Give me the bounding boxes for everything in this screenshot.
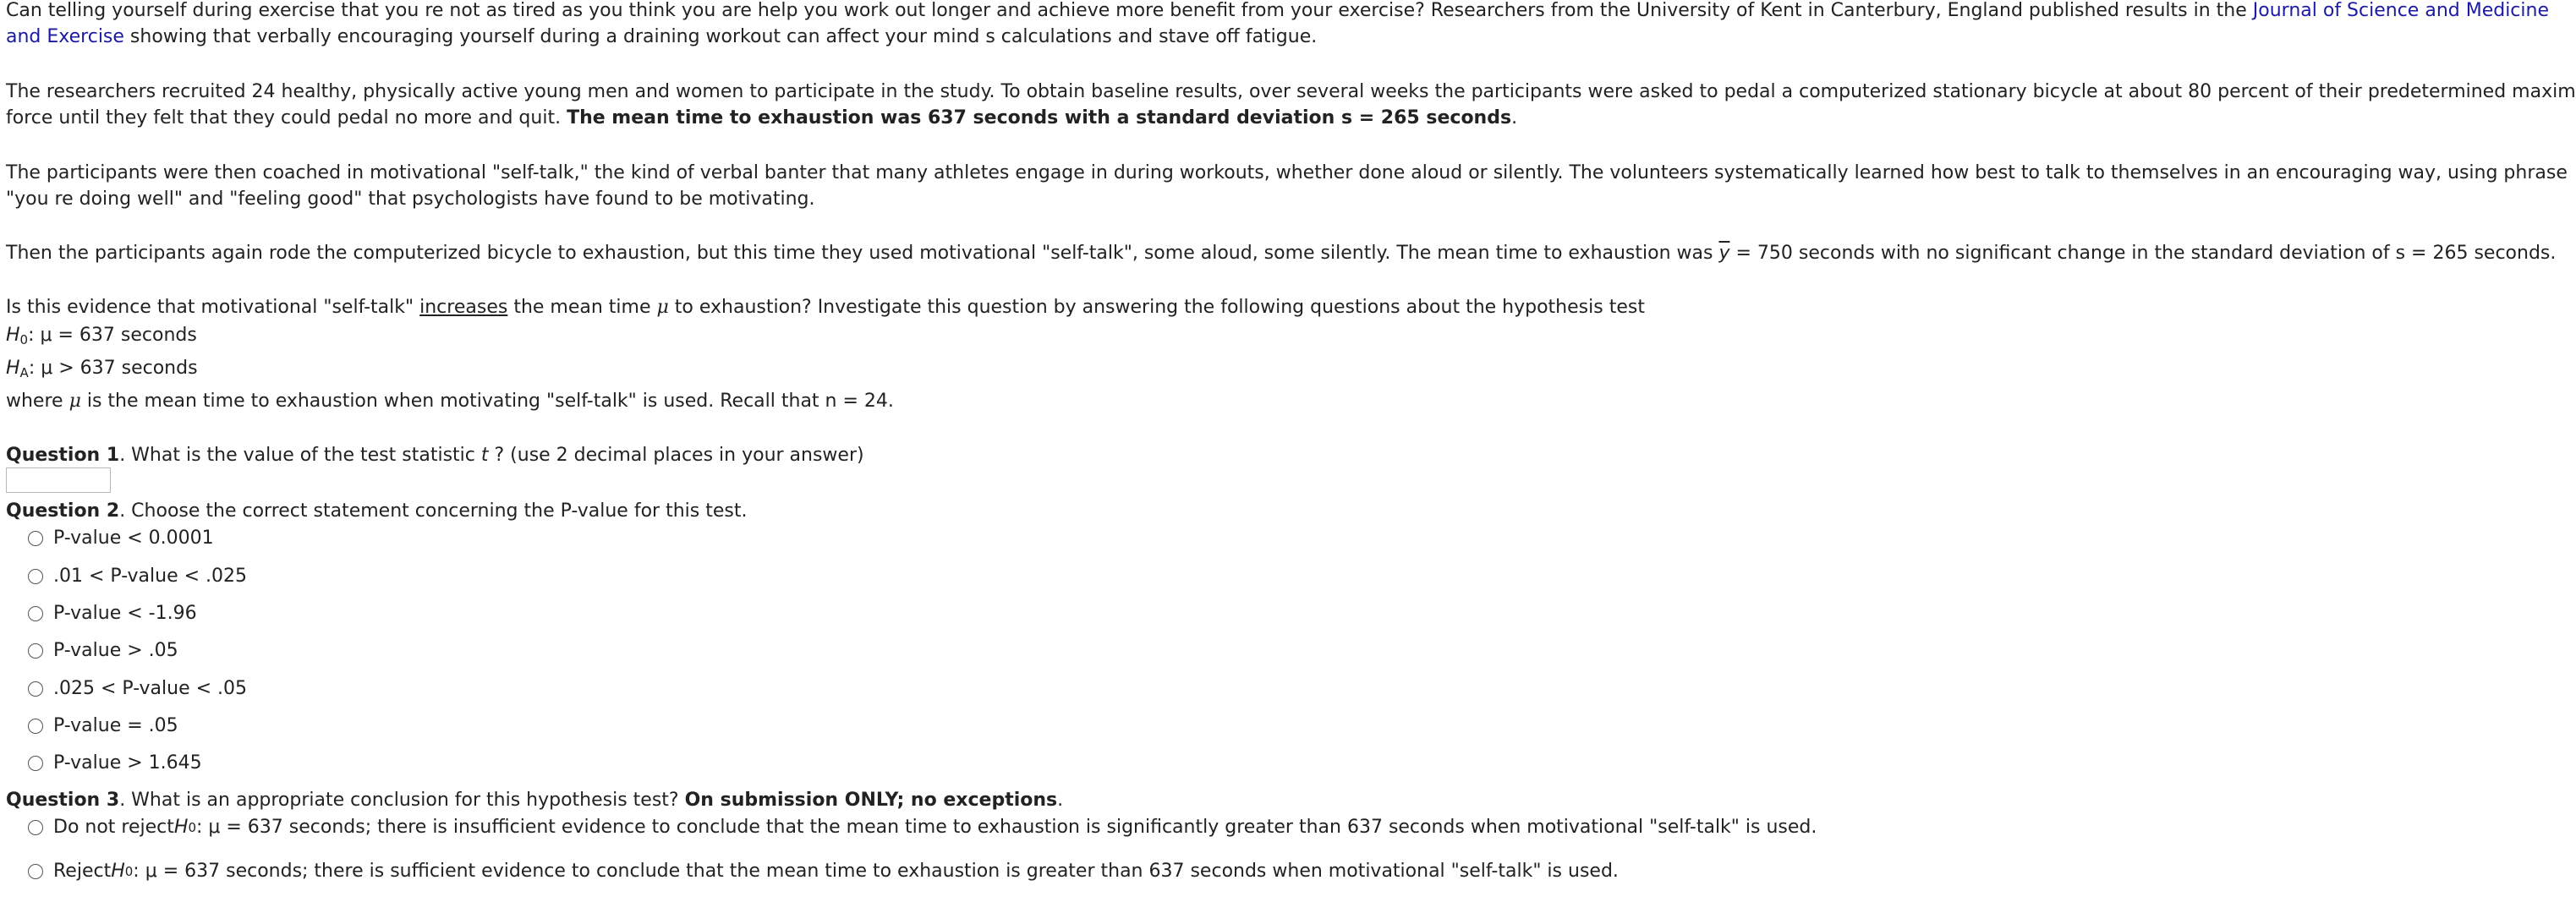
question-intro-text-2: the mean time <box>507 297 657 318</box>
question-2-text: . Choose the correct statement concerning the P-value for this test. <box>119 500 748 522</box>
question-3-period: . <box>1057 790 1064 811</box>
option-text: Reject <box>53 861 112 882</box>
question-2 <box>6 498 747 524</box>
coaching-line-2: "you re doing well" and "feeling good" that psychologists have found to be motivating. <box>6 189 815 210</box>
conclusion-option-2[interactable]: Reject H 0 : μ = 637 seconds; there is sufficient evidence to conclude that the mean time to exhaustion is greater than 637 seconds when motivational "self-talk" is used. <box>28 858 1619 884</box>
where-mu-symbol: μ <box>69 391 81 412</box>
pvalue-option-1[interactable] <box>28 525 214 551</box>
pvalue-option-5[interactable] <box>28 675 247 702</box>
intro-line-1 <box>6 0 2549 24</box>
intro-line-2 <box>6 24 1317 50</box>
option-text: Do not reject <box>53 817 174 838</box>
question-intro <box>6 294 1645 320</box>
alternative-hypothesis <box>6 355 198 381</box>
ha-statement: : μ > 637 seconds <box>28 358 198 379</box>
option-label: P-value < 0.0001 <box>53 528 214 549</box>
radio-button[interactable] <box>28 719 43 734</box>
journal-link-continued[interactable]: and Exercise <box>6 26 124 47</box>
increases-underlined: increases <box>419 297 508 318</box>
pvalue-option-2[interactable] <box>28 563 247 589</box>
radio-button[interactable] <box>28 606 43 621</box>
retest-text: Then the participants again rode the computerized bicycle to exhaustion, but this time they used motivational "self-talk", some aloud, some silently. The mean time to exhaustion was <box>6 243 1719 264</box>
option-text-2: : μ = 637 seconds; there is sufficient evidence to conclude that the mean time to exhaustion is greater than 637 seconds when motivational "self-talk" is used. <box>133 861 1619 882</box>
researchers-line-1: The researchers recruited 24 healthy, physically active young men and women to participate in the study. To obtain baseline results, over several weeks the participants were asked to pedal a computerized stationary bicycle at about 80 percent of their predetermined maxim <box>6 81 2576 102</box>
option-text-2: : μ = 637 seconds; there is insufficient evidence to conclude that the mean time to exhaustion is significantly greater than 637 seconds when motivational "self-talk" is used. <box>195 817 1817 838</box>
intro-text: Can telling yourself during exercise that you re not as tired as you think you are help you work out longer and achieve more benefit from your exercise? Researchers from the University of Kent in Canterbury, England published results in the <box>6 0 2253 21</box>
ha-label: H <box>6 358 20 379</box>
radio-button[interactable] <box>28 820 43 835</box>
where-text-2: is the mean time to exhaustion when motivating "self-talk" is used. Recall that n = 24. <box>80 391 894 412</box>
question-2-label: Question 2 <box>6 500 120 522</box>
h-label: H <box>111 861 125 882</box>
baseline-stat: The mean time to exhaustion was 637 seconds with a standard deviation s = 265 seconds <box>567 107 1512 128</box>
where-statement <box>6 388 894 414</box>
question-intro-text-3: to exhaustion? Investigate this question by answering the following questions about the hypothesis test <box>668 297 1645 318</box>
radio-button[interactable] <box>28 643 43 659</box>
researchers-period: . <box>1511 107 1518 128</box>
researchers-line-2 <box>6 105 1517 131</box>
retest-text-2: = 750 seconds with no significant change in the standard deviation of s = 265 seconds. <box>1729 243 2557 264</box>
option-label: P-value = .05 <box>53 715 178 736</box>
option-label: .01 < P-value < .025 <box>53 566 248 587</box>
h0-statement: : μ = 637 seconds <box>28 325 197 346</box>
question-3-text: . What is an appropriate conclusion for this hypothesis test? <box>119 790 685 811</box>
h0-subscript: 0 <box>19 332 29 347</box>
h-label: H <box>173 817 189 838</box>
mu-symbol: μ <box>656 297 669 318</box>
option-label: P-value < -1.96 <box>53 603 197 624</box>
question-1-text-2: ? (use 2 decimal places in your answer) <box>488 445 864 466</box>
question-intro-text: Is this evidence that motivational "self-talk" <box>6 297 420 318</box>
option-label: .025 < P-value < .05 <box>53 678 248 699</box>
question-1-text: . What is the value of the test statistic <box>119 445 481 466</box>
where-text: where <box>6 391 69 412</box>
option-label: P-value > .05 <box>53 640 178 661</box>
question-1-label: Question 1 <box>6 445 120 466</box>
journal-link[interactable]: Journal of Science and Medicine <box>2252 0 2549 21</box>
question-3 <box>6 787 1063 813</box>
ha-subscript: A <box>19 365 29 380</box>
intro-text-2: showing that verbally encouraging yourself during a draining workout can affect your mind s calculations and stave off fatigue. <box>123 26 1318 47</box>
question-1 <box>6 442 864 468</box>
radio-button[interactable] <box>28 864 43 879</box>
null-hypothesis <box>6 322 197 348</box>
t-symbol: t <box>480 445 489 466</box>
retest-line <box>6 240 2556 266</box>
pvalue-option-7[interactable] <box>28 750 202 776</box>
radio-button[interactable] <box>28 681 43 697</box>
conclusion-option-1[interactable]: Do not reject H 0 : μ = 637 seconds; there is insufficient evidence to conclude that the mean time to exhaustion is significantly greater than 637 seconds when motivational "self-talk" is used. <box>28 814 1817 840</box>
radio-button[interactable] <box>28 756 43 771</box>
test-statistic-input[interactable] <box>6 467 111 493</box>
option-label: P-value > 1.645 <box>53 752 202 774</box>
pvalue-option-4[interactable] <box>28 637 178 664</box>
submission-note: On submission ONLY; no exceptions <box>684 790 1058 811</box>
ybar-symbol: $\overline{y}$ <box>1718 243 1730 264</box>
researchers-text: force until they felt that they could pedal no more and quit. <box>6 107 567 128</box>
pvalue-option-6[interactable] <box>28 713 178 739</box>
h0-label: H <box>6 325 20 346</box>
radio-button[interactable] <box>28 531 43 546</box>
pvalue-option-3[interactable] <box>28 600 197 626</box>
radio-button[interactable] <box>28 569 43 584</box>
question-3-label: Question 3 <box>6 790 120 811</box>
coaching-line-1: The participants were then coached in motivational "self-talk," the kind of verbal banter that many athletes engage in during workouts, whether done aloud or silently. The volunteers systematically learned how best to talk to themselves in an encouraging way, using phrase <box>6 162 2568 183</box>
